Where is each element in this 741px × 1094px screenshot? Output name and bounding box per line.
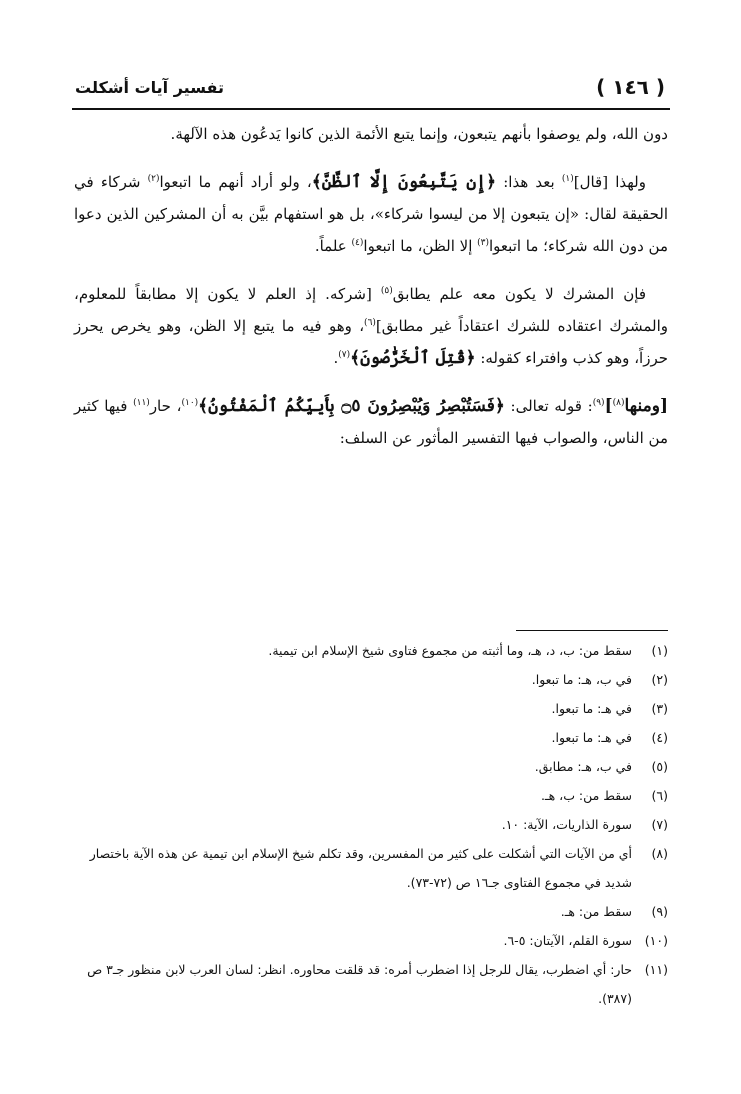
text-run: . xyxy=(333,349,339,367)
footnote xyxy=(74,781,668,810)
footnote-number: (١٠) xyxy=(644,933,668,948)
footnote-marker: (٨) xyxy=(612,398,625,408)
header-rule xyxy=(72,108,670,110)
text-run: علماً. xyxy=(314,237,352,255)
footnote-text: سقط من: هـ. xyxy=(560,904,632,919)
footnote-number: (٥) xyxy=(651,759,668,774)
footnote-number: (١١) xyxy=(644,962,668,977)
text-run: : قوله تعالى: xyxy=(504,397,593,415)
footnote-marker: (٥) xyxy=(380,286,393,296)
footnotes xyxy=(74,636,668,1013)
footnote xyxy=(74,810,668,839)
footnote-text: سقط من: ب، د، هـ، وما أثبته من مجموع فتاوى شيخ الإسلام ابن تيمية. xyxy=(268,643,632,658)
footnote-number: (١) xyxy=(651,643,668,658)
text-run: شركاء في الحقيقة لقال: «إن يتبعون إلا من ليسوا شركاء»، بل هو استفهام بيَّن به أن المشركين الذين دعوا من دون الله شركاء؛ ما اتبعوا xyxy=(74,173,668,255)
footnote xyxy=(74,636,668,665)
text-run: ، وهو فيه ما يتبع إلا الظن، وهو يخرص يحرز حرزاً، وهو كذب وافتراء كقوله: xyxy=(74,317,668,367)
footnote-text: سورة القلم، الآيتان: ٥-٦. xyxy=(503,933,632,948)
footnote-marker: (١٠) xyxy=(181,398,199,408)
footnote xyxy=(74,955,668,1013)
footnote-number: (٦) xyxy=(651,788,668,803)
footnote xyxy=(74,752,668,781)
paragraph-3 xyxy=(74,278,668,374)
text-run: ولهذا [قال] xyxy=(573,173,646,191)
footnote-text: في هـ: ما تبعوا. xyxy=(551,701,632,716)
footnote-marker: (١١) xyxy=(133,398,150,408)
text-run: إلا الظن، ما اتبعوا xyxy=(363,237,478,255)
text-run: فإن المشرك لا يكون معه علم يطابق xyxy=(392,285,646,303)
section-topic: [ومنها xyxy=(624,396,668,416)
quran-verse: ﴿قُتِلَ ٱلْخَرَّٰصُونَ﴾ xyxy=(350,348,476,368)
text-run: بعد هذا: xyxy=(496,173,562,191)
quran-verse: ﴿إِن يَتَّبِعُونَ إِلَّا ٱلظَّنَّ﴾ xyxy=(311,172,497,192)
footnote-marker: (٣) xyxy=(477,238,490,248)
footnote xyxy=(74,897,668,926)
footnote-marker: (٧) xyxy=(338,350,351,360)
footnote-rule xyxy=(516,630,668,631)
footnote xyxy=(74,665,668,694)
footnote-text: حار: أي اضطرب، يقال للرجل إذا اضطرب أمره: قد قلقت محاوره. انظر: لسان العرب لابن منظور جـ٣ ص (٣٨٧). xyxy=(87,962,632,1006)
paragraph-1: دون الله، ولم يوصفوا بأنهم يتبعون، وإنما يتبع الأئمة الذين كانوا يَدعُون هذه الآلهة. xyxy=(170,125,668,143)
section-topic-close: ] xyxy=(604,396,613,416)
text-run: فيها كثير من الناس، والصواب فيها التفسير المأثور عن السلف: xyxy=(74,397,668,447)
footnote-marker: (٩) xyxy=(592,398,605,408)
footnote-text: في ب، هـ: ما تبعوا. xyxy=(531,672,632,687)
footnote xyxy=(74,839,668,897)
text-run: ، ولو أراد أنهم ما اتبعوا xyxy=(159,173,312,191)
footnote-number: (٨) xyxy=(651,846,668,861)
text-run: ، حار xyxy=(149,397,182,415)
footnote-marker: (١) xyxy=(561,174,574,184)
paragraph-2 xyxy=(74,166,668,262)
page-header xyxy=(75,72,665,102)
footnote-marker: (٤) xyxy=(351,238,364,248)
main-text xyxy=(74,118,668,470)
footnote-number: (٧) xyxy=(651,817,668,832)
footnote-number: (٢) xyxy=(651,672,668,687)
footnote-marker: (٦) xyxy=(364,318,376,328)
footnote xyxy=(74,926,668,955)
footnote-marker: (٢) xyxy=(147,174,160,184)
footnote-text: سقط من: ب، هـ. xyxy=(540,788,632,803)
footnote-text: في ب، هـ: مطابق. xyxy=(534,759,632,774)
footnote xyxy=(74,723,668,752)
paragraph-4 xyxy=(74,390,668,454)
footnote-number: (٣) xyxy=(651,701,668,716)
running-title: تفسير آيات أشكلت xyxy=(75,77,224,97)
footnote-text: في هـ: ما تبعوا. xyxy=(551,730,632,745)
quran-verse: ﴿فَسَتُبْصِرُ وَيُبْصِرُونَ ۝٥ بِأَييِّكُمُ ٱلْمَفْتُونُ﴾ xyxy=(198,396,505,416)
footnote xyxy=(74,694,668,723)
footnote-number: (٤) xyxy=(651,730,668,745)
text-run: [شركه. إذ العلم لا يكون إلا مطابقاً للمعلوم، والمشرك اعتقاده للشرك اعتقاداً غير مطابق] xyxy=(74,285,668,335)
footnote-text: أي من الآيات التي أشكلت على كثير من المفسرين، وقد تكلم شيخ الإسلام ابن تيمية عن هذه الآية باختصار شديد في مجموع الفتاوى جـ١٦ ص (٧٢-٧٣). xyxy=(89,846,632,890)
footnote-number: (٩) xyxy=(651,904,668,919)
page-number: ( ١٤٦ ) xyxy=(596,75,665,99)
footnote-text: سورة الذاريات، الآية: ١٠. xyxy=(501,817,632,832)
